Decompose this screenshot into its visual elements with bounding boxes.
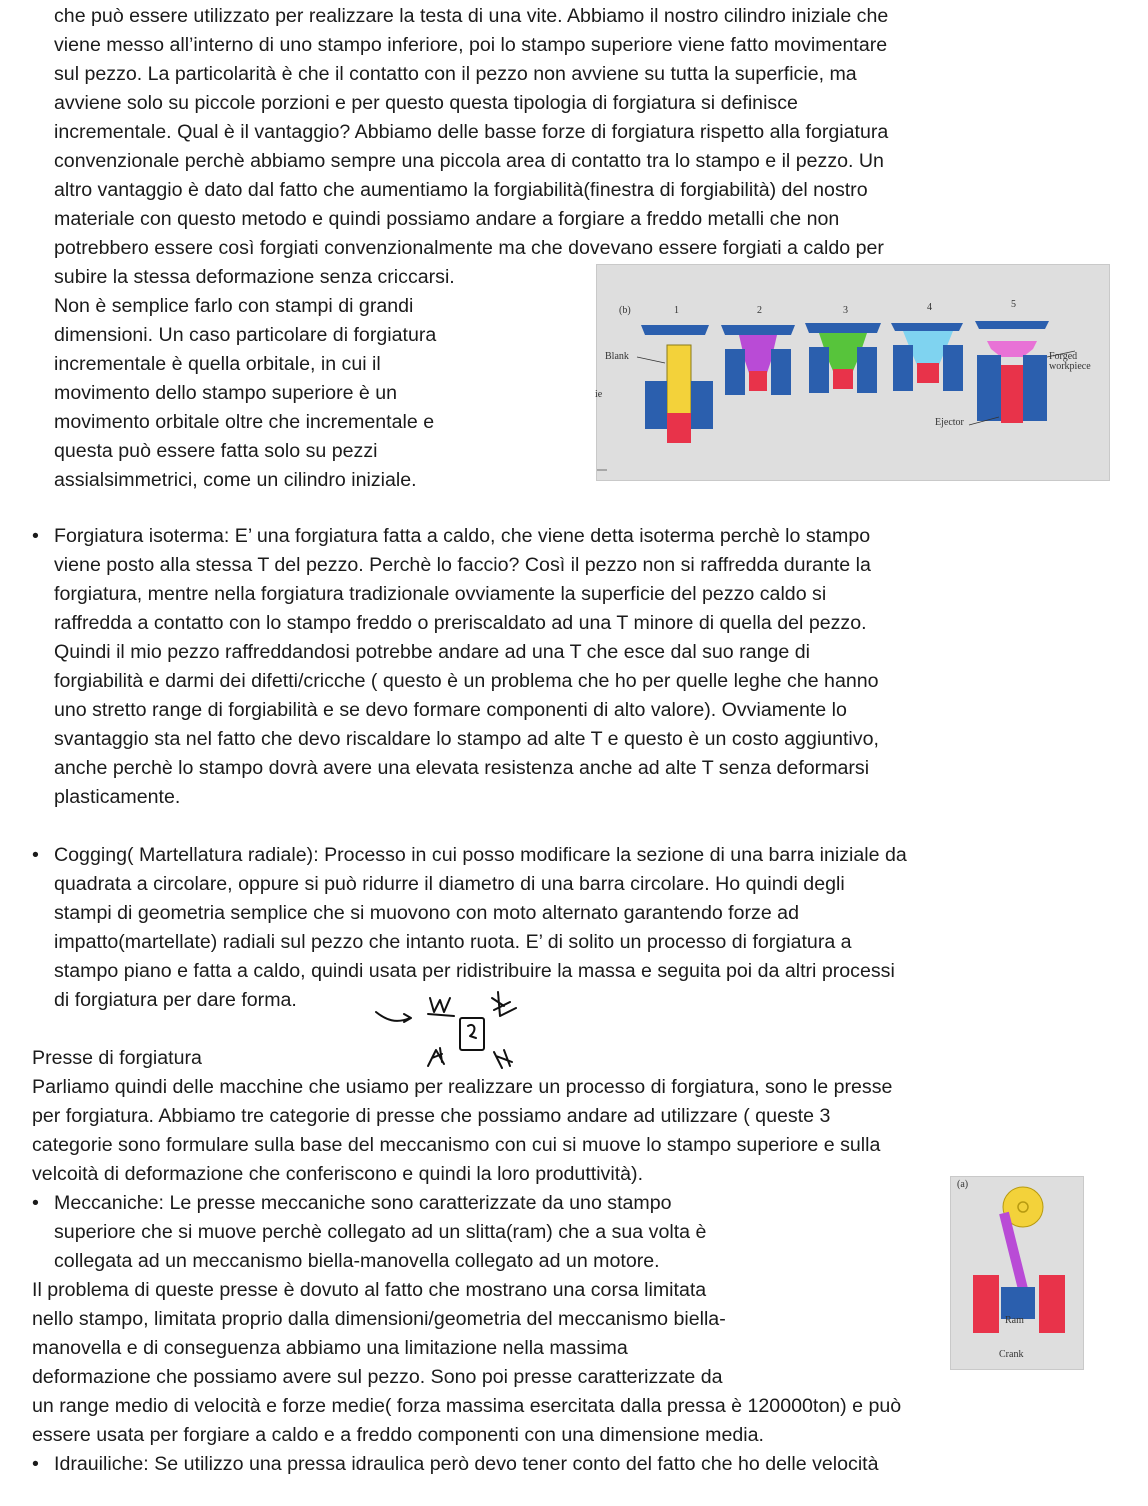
bullet: •	[32, 1192, 39, 1214]
ejector	[667, 413, 691, 443]
lower-die	[893, 345, 913, 391]
text-line: Cogging( Martellatura radiale): Processo in cui posso modificare la sezione di una barra iniziale da	[54, 844, 907, 866]
section-mark	[468, 1025, 476, 1038]
hammer-right	[492, 992, 516, 1016]
text-line: quadrata a circolare, oppure si può ridurre il diametro di una barra circolare. Ho quindi degli	[54, 873, 845, 895]
meccaniche-section	[32, 1189, 707, 1276]
stage-number: 2	[757, 305, 762, 316]
text-line: viene messo all’interno di uno stampo inferiore, poi lo stampo superiore viene fatto movimentare	[54, 34, 888, 56]
section-heading: Presse di forgiatura	[32, 1047, 202, 1069]
text-line: un range medio di velocità e forze medie( forza massima esercitata dalla pressa è 120000ton) e può	[32, 1395, 902, 1417]
text-line: uno stretto range di forgiabilità e se devo formare componenti di alto valore). Ovviamente lo	[54, 699, 847, 721]
text-line: di forgiatura per dare forma.	[54, 989, 297, 1011]
forging-stages-diagram	[597, 265, 1111, 482]
ejector	[749, 371, 767, 391]
text-line: potrebbero essere così forgiati convenzionalmente ma che dovevano essere forgiati a caldo per	[54, 237, 884, 259]
text-line: Non è semplice farlo con stampi di grandi	[54, 295, 414, 317]
text-line: per forgiatura. Abbiamo tre categorie di presse che possiamo andare ad utilizzare ( queste 3	[32, 1105, 831, 1127]
text-line: plasticamente.	[54, 786, 181, 808]
lower-die	[1023, 355, 1047, 421]
text-line: movimento dello stampo superiore è un	[54, 382, 398, 404]
bullet: •	[32, 844, 39, 866]
text-line: stampo piano e fatta a caldo, quindi usata per ridistribuire la massa e seguita poi da altri processi	[54, 960, 895, 982]
orbital-forging-paragraph	[54, 263, 455, 495]
lower-die	[771, 349, 791, 395]
text-line: forgiabilità e darmi dei difetti/cricche ( questo è un problema che ho per quelle leghe che hanno	[54, 670, 879, 692]
idrauliche-section	[32, 1450, 879, 1479]
ejector	[1001, 365, 1023, 423]
problema-paragraph	[32, 1276, 901, 1450]
frame-left	[973, 1275, 999, 1333]
text-line: svantaggio sta nel fatto che devo riscaldare lo stampo ad alte T e questo è un costo aggiuntivo,	[54, 728, 879, 750]
frame-right	[1039, 1275, 1065, 1333]
text-line: sul pezzo. La particolarità è che il contatto con il pezzo non avviene su tutta la superficie, ma	[54, 63, 857, 85]
text-line: collegata ad un meccanismo biella-manovella collegato ad un motore.	[54, 1250, 660, 1272]
text-line: stampi di geometria semplice che si muovono con moto alternato garantendo forze ad	[54, 902, 799, 924]
text-line: avviene solo su piccole porzioni e per questo questa tipologia di forgiatura si definisce	[54, 92, 798, 114]
crank-label: Crank	[999, 1349, 1024, 1360]
forged-workpiece	[987, 341, 1037, 357]
lower-die	[691, 381, 713, 429]
text-line: impatto(martellate) radiali sul pezzo che intanto ruota. E’ di solito un processo di forgiatura a	[54, 931, 852, 953]
text-line: raffredda a contatto con lo stampo freddo o preriscaldato ad una T minore di quella del pezzo.	[54, 612, 867, 634]
stage-number: 5	[1011, 299, 1016, 310]
crank-press-diagram	[951, 1177, 1085, 1371]
lower-die	[977, 355, 1001, 421]
lower-die	[943, 345, 963, 391]
text-line: Quindi il mio pezzo raffreddandosi potrebbe andare ad una T che esce dal suo range di	[54, 641, 810, 663]
text-line: assialsimmetrici, come un cilindro iniziale.	[54, 469, 417, 491]
text-line: velcoità di deformazione che conferiscono e quindi la loro produttività).	[32, 1163, 644, 1185]
text-line: forgiatura, mentre nella forgiatura tradizionale ovviamente la superficie del pezzo caldo si	[54, 583, 827, 605]
presse-heading-block	[32, 1044, 202, 1073]
ejector	[917, 363, 939, 383]
text-line: Forgiatura isoterma: E’ una forgiatura fatta a caldo, che viene detta isoterma perchè lo stampo	[54, 525, 871, 547]
incremental-forging-figure	[596, 264, 1110, 481]
text-line: incrementale. Qual è il vantaggio? Abbiamo delle basse forze di forgiatura rispetto alla forgiatura	[54, 121, 889, 143]
bullet: •	[32, 525, 39, 547]
text-line: subire la stessa deformazione senza criccarsi.	[54, 266, 455, 288]
text-line: Parliamo quindi delle macchine che usiamo per realizzare un processo di forgiatura, sono le presse	[32, 1076, 893, 1098]
text-line: superiore che si muove perchè collegato ad un slitta(ram) che a sua volta è	[54, 1221, 707, 1243]
ejector-label: Ejector	[935, 417, 964, 428]
mechanical-press-figure	[950, 1176, 1084, 1370]
rotation-arrow	[376, 1012, 410, 1021]
die-label: ie	[595, 389, 603, 400]
text-line: convenzionale perchè abbiamo sempre una piccola area di contatto tra lo stampo e il pezzo. Un	[54, 150, 884, 172]
text-line: essere usata per forgiare a caldo e a freddo componenti con una dimensione media.	[32, 1424, 764, 1446]
stage-number: 1	[674, 305, 679, 316]
lower-die	[725, 349, 745, 395]
text-line: dimensioni. Un caso particolare di forgiatura	[54, 324, 437, 346]
lower-die	[809, 347, 829, 393]
ejector	[833, 369, 853, 389]
upper-die	[721, 325, 795, 335]
text-line: Idrauiliche: Se utilizzo una pressa idraulica però devo tener conto del fatto che ho delle velocità	[54, 1453, 879, 1475]
lower-die	[857, 347, 877, 393]
text-line: viene posto alla stessa T del pezzo. Perchè lo faccio? Così il pezzo non si raffredda durante la	[54, 554, 871, 576]
text-line: Il problema di queste presse è dovuto al fatto che mostrano una corsa limitata	[32, 1279, 707, 1301]
text-line: Meccaniche: Le presse meccaniche sono caratterizzate da uno stampo	[54, 1192, 672, 1214]
hammer-top	[428, 998, 454, 1016]
upper-die	[975, 321, 1049, 329]
intro-paragraph	[54, 2, 888, 263]
lower-die	[645, 381, 667, 429]
text-line: categorie sono formulare sulla base del meccanismo con cui si muove lo stampo superiore e sulla	[32, 1134, 881, 1156]
hammer-bottom-right	[494, 1050, 512, 1068]
bullet: •	[32, 1453, 39, 1475]
text-line: altro vantaggio è dato dal fatto che aumentiamo la forgiabilità(finestra di forgiabilità) del nostro	[54, 179, 868, 201]
isoterma-section	[32, 522, 879, 812]
presse-paragraph	[32, 1073, 892, 1189]
text-line: questa può essere fatta solo su pezzi	[54, 440, 378, 462]
stage-number: 3	[843, 305, 848, 316]
text-line: incrementale è quella orbitale, in cui il	[54, 353, 381, 375]
figure-tag: (a)	[957, 1179, 969, 1190]
stage-number: 4	[927, 302, 932, 313]
ram-label: Ram	[1005, 1315, 1024, 1326]
text-line: anche perchè lo stampo dovrà avere una elevata resistenza anche ad alte T senza deformarsi	[54, 757, 870, 779]
text-line: che può essere utilizzato per realizzare la testa di una vite. Abbiamo il nostro cilindro iniziale che	[54, 5, 889, 27]
cogging-sketch	[370, 990, 530, 1072]
text-line: nello stampo, limitata proprio dalla dimensioni/geometria del meccanismo biella-	[32, 1308, 726, 1330]
text-line: movimento orbitale oltre che incrementale e	[54, 411, 435, 433]
upper-die	[805, 323, 881, 333]
forged-label: Forged	[1049, 351, 1078, 362]
workpiece-label: workpiece	[1049, 361, 1091, 372]
upper-die	[641, 325, 709, 335]
figure-tag: (b)	[619, 305, 631, 316]
blank-label: Blank	[605, 351, 629, 362]
text-line: manovella e di conseguenza abbiamo una limitazione nella massima	[32, 1337, 628, 1359]
text-line: materiale con questo metodo e quindi possiamo andare a forgiare a freddo metalli che non	[54, 208, 840, 230]
upper-die	[891, 323, 963, 331]
text-line: deformazione che possiamo avere sul pezzo. Sono poi presse caratterizzate da	[32, 1366, 723, 1388]
hammer-bottom-left	[428, 1048, 444, 1066]
cogging-section	[32, 841, 907, 1015]
